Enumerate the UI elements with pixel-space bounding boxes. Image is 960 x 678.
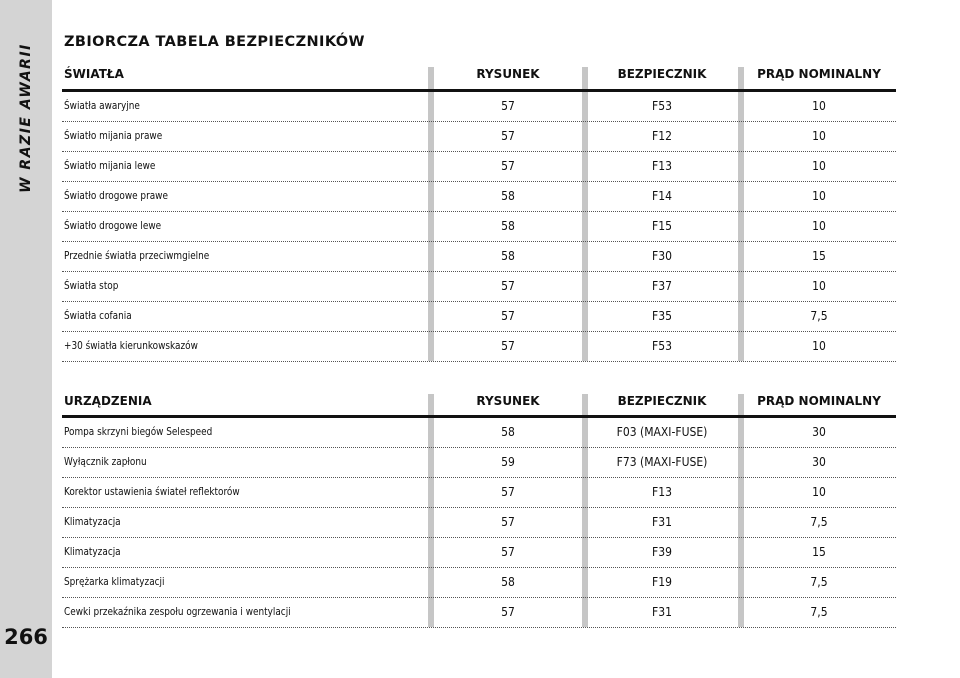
row-drawing: 59	[501, 455, 515, 469]
row-current: 15	[812, 545, 826, 559]
table-row	[62, 597, 896, 628]
row-current: 10	[812, 339, 826, 353]
row-name: Światło drogowe prawe	[64, 189, 168, 202]
row-name: Światła cofania	[64, 309, 132, 322]
table-row	[62, 91, 896, 122]
row-current: 10	[812, 159, 826, 173]
row-fuse: F30	[652, 249, 672, 263]
table-row	[62, 151, 896, 182]
row-fuse: F35	[652, 309, 672, 323]
row-current: 30	[812, 425, 826, 439]
column-header-current: PRĄD NOMINALNY	[757, 394, 881, 408]
row-name: Klimatyzacja	[64, 545, 121, 558]
table-row	[62, 447, 896, 478]
row-drawing: 57	[501, 279, 515, 293]
row-drawing: 57	[501, 545, 515, 559]
row-drawing: 57	[501, 485, 515, 499]
row-fuse: F39	[652, 545, 672, 559]
page-title: ZBIORCZA TABELA BEZPIECZNIKÓW	[64, 34, 365, 50]
row-current: 10	[812, 99, 826, 113]
row-fuse: F31	[652, 515, 672, 529]
table-row	[62, 477, 896, 508]
row-drawing: 57	[501, 515, 515, 529]
row-drawing: 58	[501, 575, 515, 589]
row-drawing: 58	[501, 425, 515, 439]
row-name: Wyłącznik zapłonu	[64, 455, 147, 468]
row-name: Cewki przekaźnika zespołu ogrzewania i wentylacji	[64, 605, 291, 618]
table-row	[62, 301, 896, 332]
row-drawing: 57	[501, 159, 515, 173]
row-fuse: F53	[652, 339, 672, 353]
table-row	[62, 181, 896, 212]
table-row	[62, 211, 896, 242]
row-current: 7,5	[810, 515, 828, 529]
row-fuse: F12	[652, 129, 672, 143]
column-header-name: URZĄDZENIA	[64, 394, 152, 408]
row-name: Światła awaryjne	[64, 99, 140, 112]
section-label: W RAZIE AWARII	[18, 43, 34, 193]
row-name: Światło mijania prawe	[64, 129, 163, 142]
table-row	[62, 417, 896, 448]
row-fuse: F37	[652, 279, 672, 293]
row-current: 7,5	[810, 605, 828, 619]
row-fuse: F53	[652, 99, 672, 113]
row-name: Korektor ustawienia świateł reflektorów	[64, 485, 240, 498]
row-drawing: 58	[501, 219, 515, 233]
column-header-current: PRĄD NOMINALNY	[757, 67, 881, 81]
row-drawing: 57	[501, 309, 515, 323]
row-current: 10	[812, 485, 826, 499]
row-current: 15	[812, 249, 826, 263]
row-current: 10	[812, 219, 826, 233]
table-row	[62, 331, 896, 362]
table-row	[62, 121, 896, 152]
row-current: 10	[812, 129, 826, 143]
row-name: Światła stop	[64, 279, 119, 292]
row-drawing: 57	[501, 339, 515, 353]
row-drawing: 57	[501, 605, 515, 619]
row-current: 30	[812, 455, 826, 469]
table-row	[62, 537, 896, 568]
row-fuse: F73 (MAXI-FUSE)	[616, 455, 708, 469]
row-current: 10	[812, 279, 826, 293]
row-name: Pompa skrzyni biegów Selespeed	[64, 425, 213, 438]
table-row	[62, 567, 896, 598]
row-fuse: F13	[652, 159, 672, 173]
page-number: 266	[4, 625, 48, 649]
row-fuse: F03 (MAXI-FUSE)	[616, 425, 708, 439]
row-drawing: 58	[501, 249, 515, 263]
row-drawing: 57	[501, 99, 515, 113]
table-row	[62, 507, 896, 538]
row-current: 7,5	[810, 575, 828, 589]
table-row	[62, 241, 896, 272]
row-fuse: F15	[652, 219, 672, 233]
row-fuse: F19	[652, 575, 672, 589]
row-drawing: 57	[501, 129, 515, 143]
row-current: 10	[812, 189, 826, 203]
row-name: Światło drogowe lewe	[64, 219, 162, 232]
row-fuse: F14	[652, 189, 672, 203]
row-name: Światło mijania lewe	[64, 159, 156, 172]
column-header-drawing: RYSUNEK	[476, 67, 540, 81]
row-fuse: F31	[652, 605, 672, 619]
sidebar	[0, 0, 52, 678]
row-fuse: F13	[652, 485, 672, 499]
table-row	[62, 271, 896, 302]
column-header-fuse: BEZPIECZNIK	[617, 67, 707, 81]
row-name: Przednie światła przeciwmgielne	[64, 249, 210, 262]
row-current: 7,5	[810, 309, 828, 323]
column-header-name: ŚWIATŁA	[64, 67, 124, 81]
row-name: Sprężarka klimatyzacji	[64, 575, 165, 588]
row-drawing: 58	[501, 189, 515, 203]
column-header-fuse: BEZPIECZNIK	[617, 394, 707, 408]
column-header-drawing: RYSUNEK	[476, 394, 540, 408]
row-name: Klimatyzacja	[64, 515, 121, 528]
row-name: +30 światła kierunkowskazów	[64, 339, 198, 352]
